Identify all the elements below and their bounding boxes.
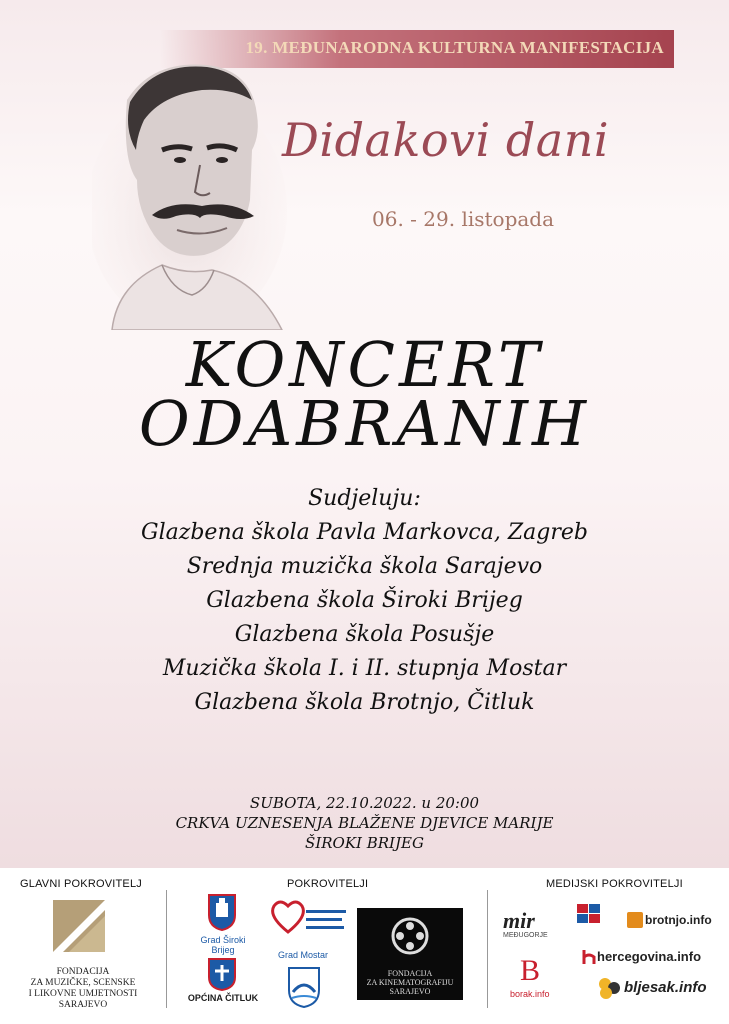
- borak-logo-letter: B: [520, 954, 541, 987]
- grad-siroki-caption: Grad Široki Brijeg: [200, 935, 246, 955]
- film-reel-icon: [390, 916, 430, 956]
- event-venue: CRKVA UZNESENJA BLAŽENE DJEVICE MARIJE: [175, 814, 554, 832]
- kinematografija-logo: [357, 908, 463, 1000]
- event-datetime: SUBOTA, 22.10.2022. u 20:00: [249, 794, 480, 812]
- participant-item: Glazbena škola Brotnjo, Čitluk: [194, 690, 535, 715]
- festival-dates: 06. - 29. listopada: [372, 207, 555, 231]
- media-sponsors-label: MEDIJSKI POKROVITELJI: [546, 878, 683, 890]
- main-sponsor-name: FONDACIJA ZA MUZIČKE, SCENSKE I LIKOVNE UMJETNOSTI SARAJEVO: [28, 967, 138, 1010]
- fondacija-logo-icon: [53, 900, 105, 952]
- bljesak-logo-icon: [597, 976, 621, 1000]
- hercegovina-logo: hercegovina.info: [597, 949, 702, 964]
- patrons-label: POKROVITELJI: [287, 878, 369, 890]
- divider: [487, 890, 488, 1008]
- banner-text: 19. MEĐUNARODNA KULTURNA MANIFESTACIJA: [245, 38, 664, 57]
- participant-item: Glazbena škola Pavla Markovca, Zagreb: [141, 520, 588, 545]
- kino-caption: FONDACIJA ZA KINEMATOGRAFIJU SARAJEVO: [366, 969, 454, 996]
- mir-subtitle: MEĐUGORJE: [503, 932, 548, 939]
- opcina-citluk-caption: OPĆINA ČITLUK: [187, 993, 259, 1003]
- participants-heading: Sudjeluju:: [308, 486, 421, 511]
- festival-title: Didakovi dani: [282, 113, 610, 167]
- brotnjo-logo: brotnjo.info: [645, 913, 712, 927]
- participants-list: [0, 482, 729, 720]
- borak-logo: borak.info: [510, 989, 550, 999]
- mostar-crest-icon: [287, 966, 321, 1008]
- participant-item: Glazbena škola Posušje: [234, 622, 495, 647]
- event-details: [0, 793, 729, 853]
- radio-logo-icon: [577, 904, 601, 932]
- citluk-crest-icon: [207, 957, 237, 991]
- portrait-illustration: [92, 40, 292, 330]
- hercegovina-logo-icon: [582, 948, 596, 966]
- event-place: ŠIROKI BRIJEG: [305, 834, 424, 852]
- siroki-brijeg-crest-icon: [207, 893, 237, 931]
- mir-logo: mir: [503, 908, 535, 933]
- brotnjo-logo-icon: [627, 912, 643, 928]
- sponsors-strip: [0, 868, 729, 1024]
- concert-title-line1: KONCERT: [185, 328, 544, 401]
- participant-item: Srednja muzička škola Sarajevo: [186, 554, 543, 579]
- main-sponsor-label: GLAVNI POKROVITELJ: [20, 878, 142, 890]
- bljesak-logo: bljesak.info: [624, 979, 707, 996]
- concert-title-line2: ODABRANIH: [138, 387, 591, 460]
- mostar-heart-logo-icon: [270, 898, 350, 946]
- grad-mostar-caption: Grad Mostar: [277, 950, 328, 960]
- participant-item: Muzička škola I. i II. stupnja Mostar: [162, 656, 567, 681]
- divider: [166, 890, 167, 1008]
- participant-item: Glazbena škola Široki Brijeg: [206, 588, 523, 613]
